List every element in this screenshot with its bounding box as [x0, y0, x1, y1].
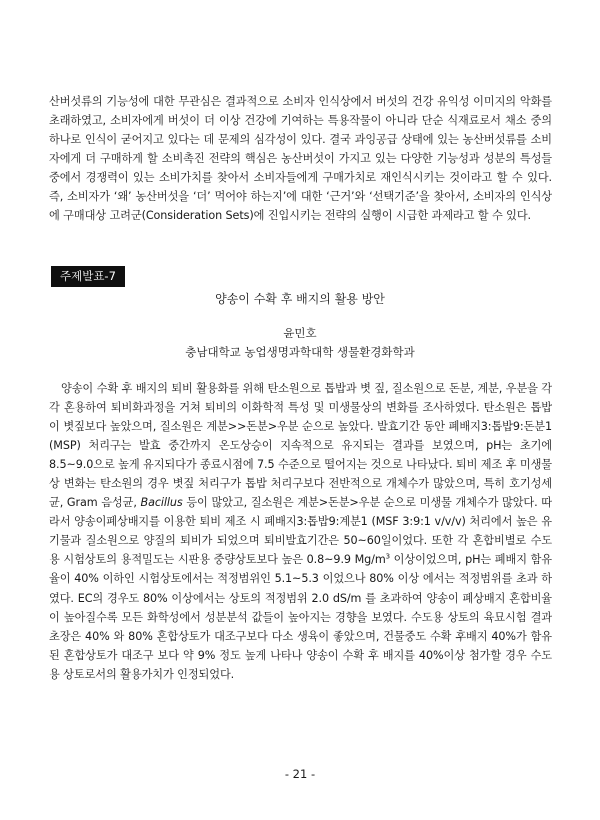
- section-badge: 주제발표-7: [51, 266, 125, 287]
- abstract-paragraph: [49, 379, 552, 684]
- paper-affiliation: 충남대학교 농업생명과학대학 생물환경화학과: [185, 345, 415, 359]
- paper-title: 양송이 수확 후 배지의 활용 방안: [215, 292, 385, 306]
- abstract-text-part1: 양송이 수확 후 배지의 퇴비 활용화를 위해 탄소원으로 톱밥과 볏 짚, 질소원으로 돈분, 계분, 우분을 각각 혼용하여 퇴비화과정을 거쳐 퇴비의 이화학적 특성 및 미생물상의 변화를 조사하였다. 탄소원은 톱밥이 볏짚보다 높았으며, 질소원은 계분>>돈분>우분 순으로 높았다. 발효기간 동안 폐배지3:톱밥9:돈분1 (MSP) 처리구는 발효 중간까지 온도상승이 지속적으로 유지되는 결과를 보였으며, pH는 초기에 8.5~9.0으로 높게 유지되다가 종료시점에 7.5 수준으로 떨어지는 것으로 나타났다. 퇴비 제조 후 미생물상 변화는 탄소원의 경우 볏짚 처리구가 톱밥 처리구보다 전반적으로 개체수가 많았으며, 특히 호기성세균, Gram 음성균,: [49, 382, 552, 510]
- abstract-italic-term: Bacillus: [140, 496, 183, 510]
- abstract-text-part3: 이상이었으며, pH는 폐배지 함유율이 40% 이하인 시험상토에서는 적정범위인 5.1~5.3 이었으나 80% 이상 에서는 적정범위를 초과 하였다. EC의 경우도 80% 이상에서는 상토의 적정범위 2.0 dS/m 를 초과하여 양송이 폐상배지 혼합비율이 높아질수록 모든 화학성에서 성분분석 값들이 높아지는 경향을 보였다. 수도용 상토의 육묘시험 결과 초장은 40% 와 80% 혼합상토가 대조구보다 다소 생육이 좋았으며, 건물중도 수확 후배지 40%가 함유된 혼합상토가 대조구 보다 약 9% 정도 높게 나타나 양송이 수확 후 배지를 40%이상 첨가할 경우 수도용 상토로서의 활용가치가 인정되었다.: [49, 553, 552, 681]
- intro-text: 산버섯류의 기능성에 대한 무관심은 결과적으로 소비자 인식상에서 버섯의 건강 유익성 이미지의 악화를 초래하였고, 소비자에게 버섯이 더 이상 건강에 기여하는 특용작물이 아니라 단순 식재료로서 채소 중의 하나로 인식이 굳어지고 있다는 데 문제의 심각성이 있다. 결국 과잉공급 상태에 있는 농산버섯류를 소비자에게 더 구매하게 할 소비촉진 전략의 핵심은 농산버섯이 가지고 있는 다양한 기능성과 성분의 특성들 중에서 경쟁력이 있는 소비가치를 찾아서 소비자들에게 구매가치로 재인식시키는 것이라고 할 수 있다. 즉, 소비자가 ‘왜’ 농산버섯을 ‘더’ 먹어야 하는지’에 대한 ‘근거’와 ‘선택기준’을 찾아서, 소비자의 인식상에 구매대상 고려군(Consideration Sets)에 진입시키는 전략의 실행이 시급한 과제라고 할 수 있다.: [49, 95, 552, 223]
- abstract-superscript: 3: [385, 552, 390, 561]
- page-number: - 21 -: [284, 767, 316, 781]
- paper-author: 윤민호: [283, 326, 317, 340]
- abstract-body: [49, 379, 552, 684]
- abstract-text-part2: 등이 많았고, 질소원은 계분>돈분>우분 순으로 미생물 개체수가 많았다. 따라서 양송이폐상배지를 이용한 퇴비 제조 시 폐배지3:톱밥9:계분1 (MSF 3:9:1 v/v/v) 처리에서 높은 유기물과 질소원으로 양질의 퇴비가 되었으며 퇴비발효기간은 50~60일이었다. 또한 각 혼합비별로 수도용 시험상토의 용적밀도는 시판용 중량상토보다 높은 0.8~9.9 Mg/m: [49, 496, 553, 567]
- intro-paragraph: [49, 92, 552, 225]
